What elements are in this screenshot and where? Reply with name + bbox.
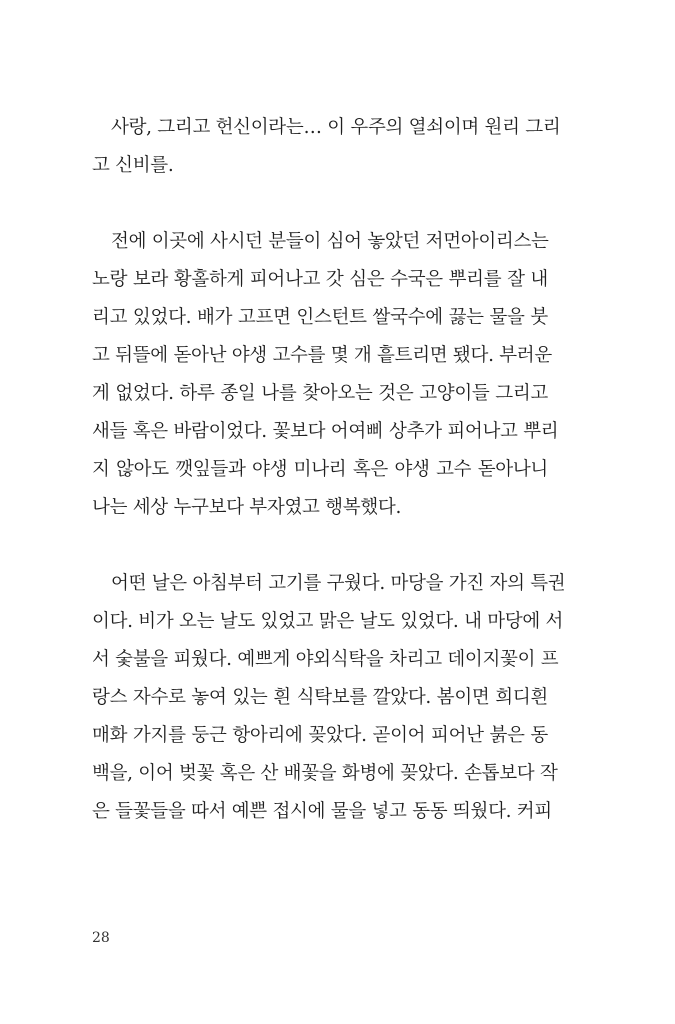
text-line: 게 없었다. 하루 종일 나를 찾아오는 것은 고양이들 그리고	[92, 383, 548, 404]
text-line: 은 들꽃들을 따서 예쁜 접시에 물을 넣고 동동 띄웠다. 커피	[92, 801, 552, 822]
text-line: 전에 이곳에 사시던 분들이 심어 놓았던 저먼아이리스는	[111, 231, 549, 252]
text-line: 나는 세상 누구보다 부자였고 행복했다.	[92, 497, 402, 518]
text-line: 고 신비를.	[92, 155, 174, 176]
text-line: 매화 가지를 둥근 항아리에 꽂았다. 곧이어 피어난 붉은 동	[92, 725, 548, 746]
text-line: 리고 있었다. 배가 고프면 인스턴트 쌀국수에 끓는 물을 붓	[92, 307, 548, 328]
page-number: 28	[92, 930, 110, 946]
text-line: 백을, 이어 벚꽃 혹은 산 배꽃을 화병에 꽂았다. 손톱보다 작	[92, 763, 558, 784]
text-line: 서 숯불을 피웠다. 예쁘게 야외식탁을 차리고 데이지꽃이 프	[92, 649, 559, 670]
text-line: 어떤 날은 아침부터 고기를 구웠다. 마당을 가진 자의 특권	[111, 573, 566, 594]
paragraph-2	[92, 223, 559, 527]
text-line: 랑스 자수로 놓여 있는 흰 식탁보를 깔았다. 봄이면 희디흰	[92, 687, 548, 708]
text-line: 고 뒤뜰에 돋아난 야생 고수를 몇 개 흩트리면 됐다. 부러운	[92, 345, 552, 366]
text-line: 새들 혹은 바람이었다. 꽃보다 어여삐 상추가 피어나고 뿌리	[92, 421, 559, 442]
text-line: 노랑 보라 황홀하게 피어나고 갓 심은 수국은 뿌리를 잘 내	[92, 269, 548, 290]
text-line: 지 않아도 깻잎들과 야생 미나리 혹은 야생 고수 돋아나니	[92, 459, 548, 480]
text-line: 이다. 비가 오는 날도 있었고 맑은 날도 있었다. 내 마당에 서	[92, 611, 564, 632]
text-line: 사랑, 그리고 헌신이라는… 이 우주의 열쇠이며 원리 그리	[111, 117, 561, 138]
page-body	[92, 109, 566, 869]
paragraph-3	[92, 565, 566, 831]
paragraph-1	[92, 109, 561, 185]
